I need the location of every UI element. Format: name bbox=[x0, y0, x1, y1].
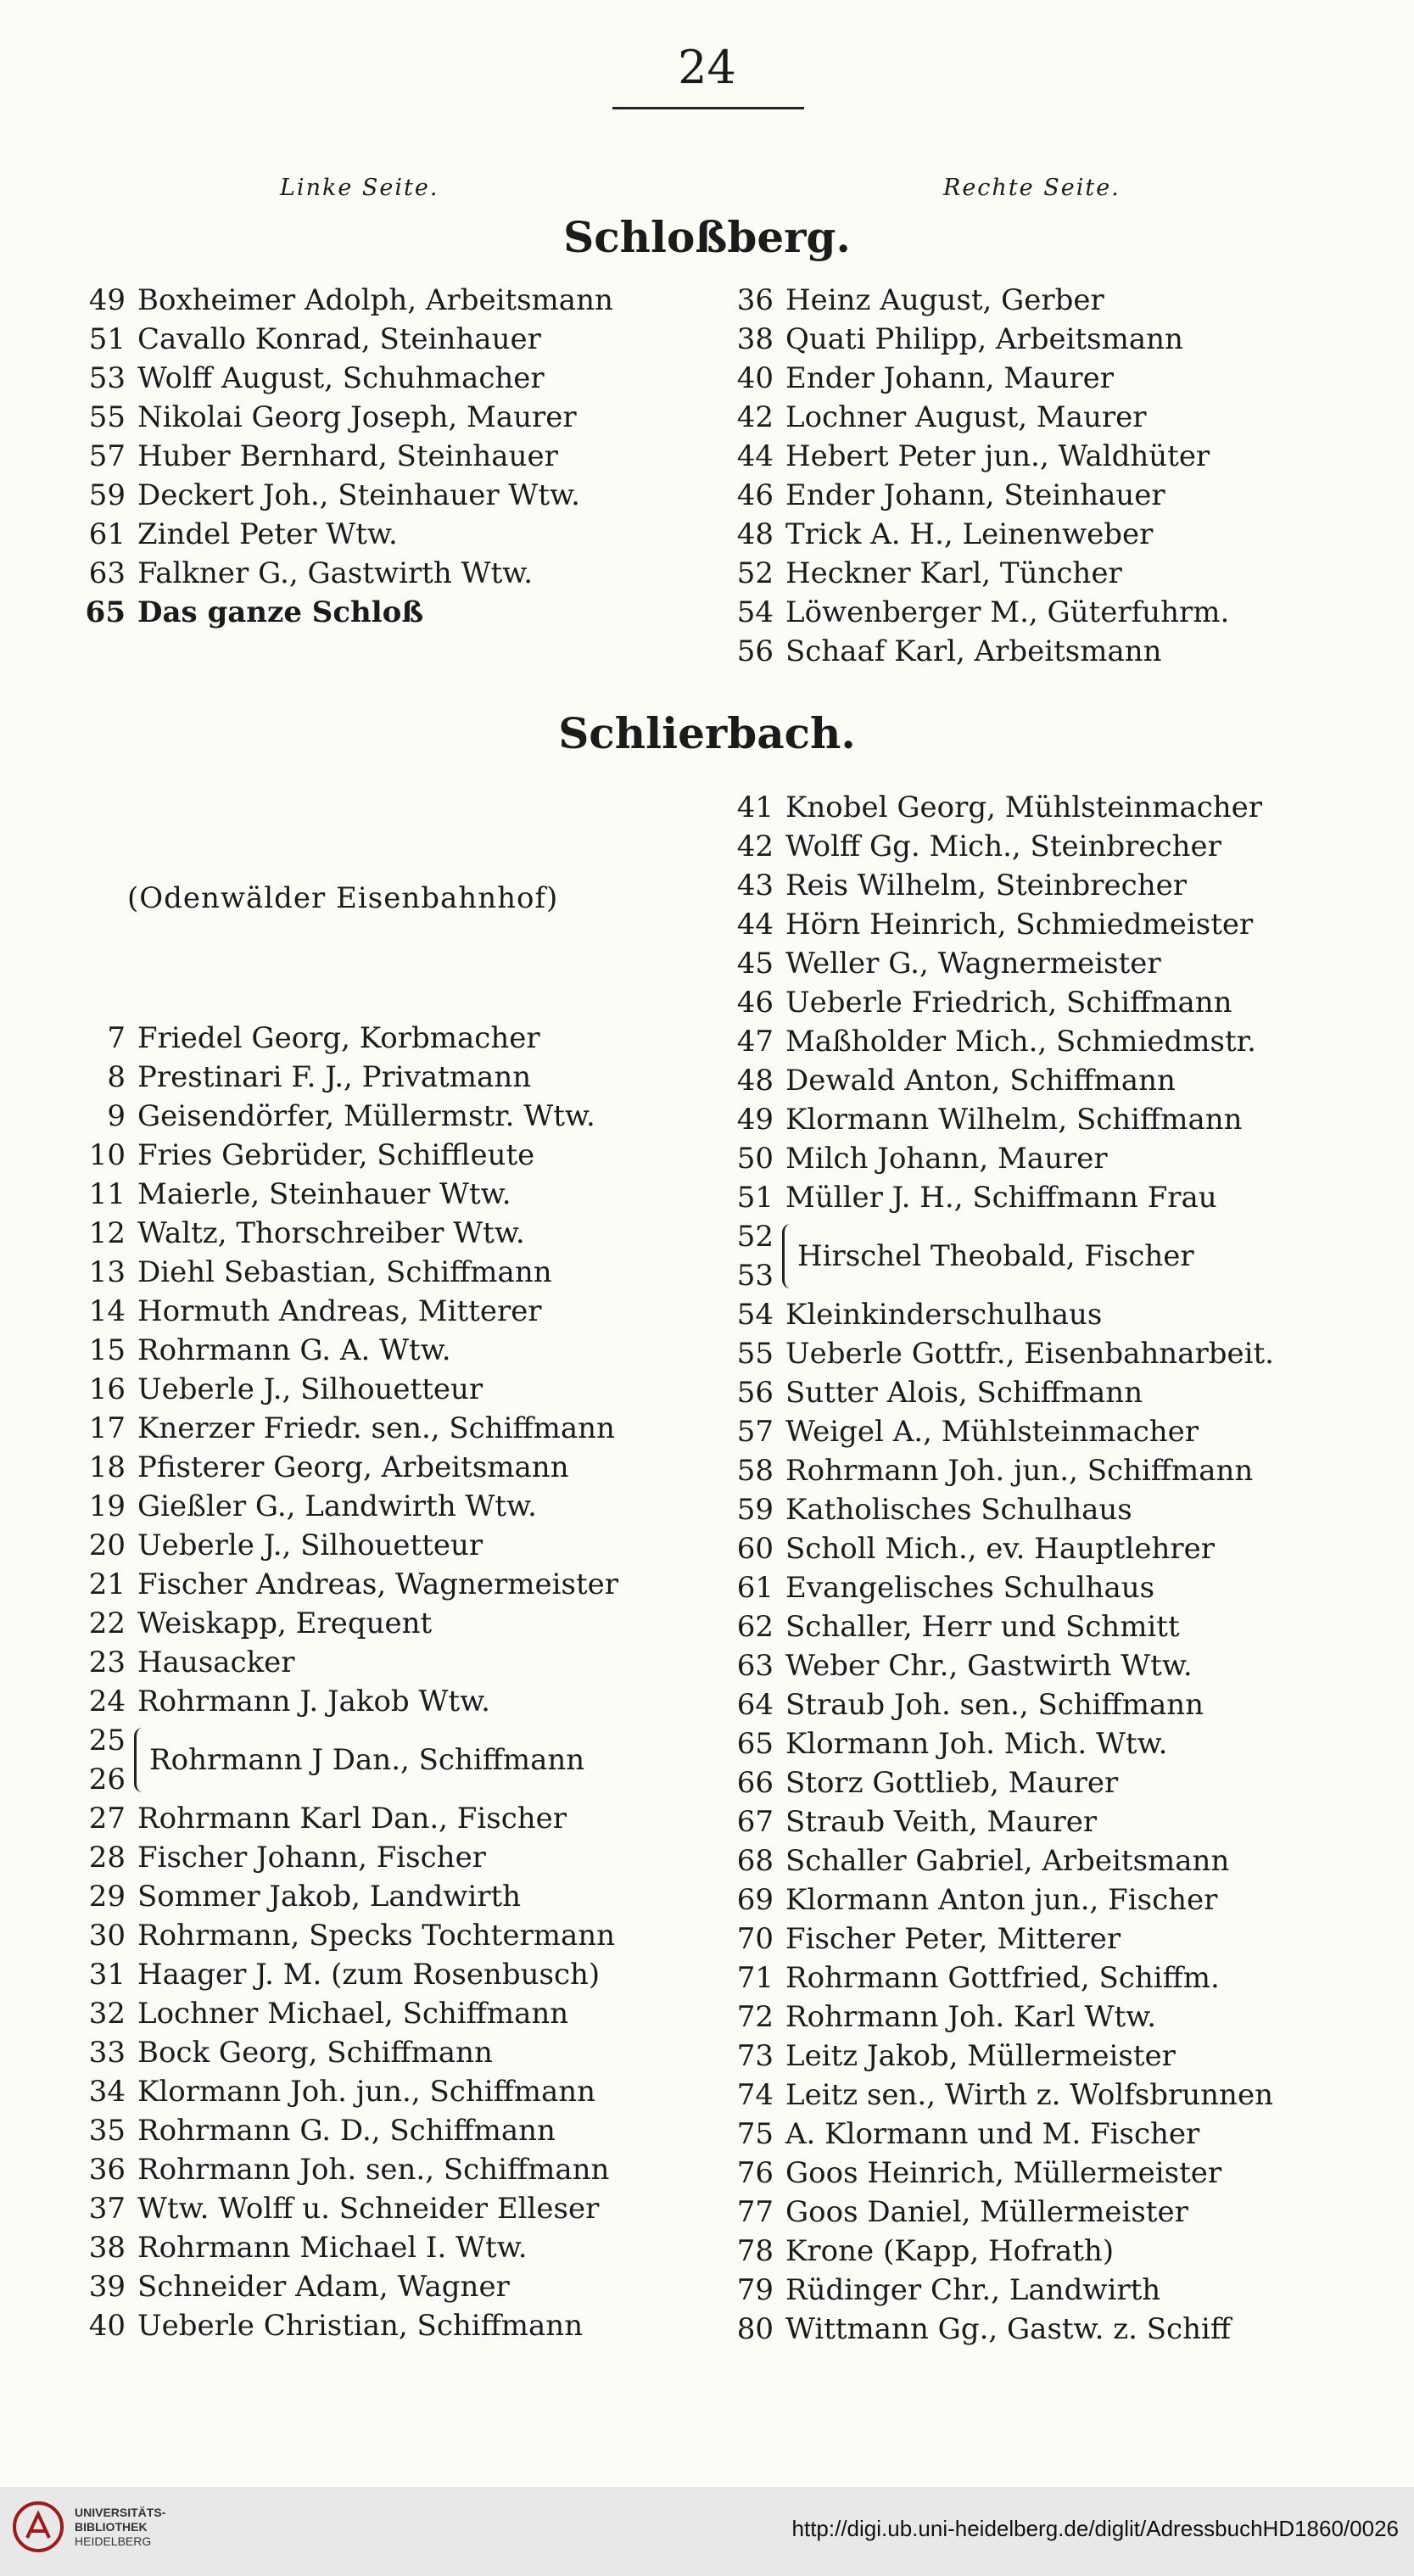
list-item-number: 26 bbox=[88, 1763, 126, 1796]
list-item-text: Straub Joh. sen., Schiffmann bbox=[785, 1688, 1204, 1722]
list-item bbox=[61, 437, 613, 476]
list-item-number: 46 bbox=[736, 478, 774, 512]
library-name-line: BIBLIOTHEK bbox=[75, 2520, 148, 2534]
list-item-number: 38 bbox=[88, 2231, 126, 2265]
list-item-text: Wolff August, Schuhmacher bbox=[137, 361, 545, 395]
list-item-text: Rohrmann Michael I. Wtw. bbox=[137, 2231, 528, 2265]
list-item-number: 68 bbox=[736, 1844, 774, 1878]
list-item-number: 28 bbox=[88, 1841, 126, 1875]
list-item-text: Weiskapp, Erequent bbox=[137, 1607, 433, 1640]
list-item bbox=[61, 2267, 615, 2306]
list-item bbox=[61, 2189, 615, 2228]
list-item-text: Rohrmann Joh. Karl Wtw. bbox=[785, 2000, 1157, 2034]
list-item-number: 59 bbox=[88, 478, 126, 512]
list-item-number: 13 bbox=[88, 1255, 126, 1289]
list-item-text: Weller G., Wagnermeister bbox=[785, 947, 1161, 981]
list-item-number: 42 bbox=[736, 400, 774, 434]
list-item-text: Dewald Anton, Schiffmann bbox=[785, 1064, 1176, 1098]
list-item bbox=[61, 1838, 615, 1877]
list-item-number: 54 bbox=[736, 1298, 774, 1332]
list-item-number: 63 bbox=[736, 1649, 774, 1683]
list-item-text: Rohrmann Joh. sen., Schiffmann bbox=[137, 2153, 610, 2187]
list-item-number: 19 bbox=[88, 1489, 126, 1523]
list-item-number: 30 bbox=[88, 1919, 126, 1953]
list-item-text: Ueberle Gottfr., Eisenbahnarbeit. bbox=[785, 1337, 1274, 1371]
list-item-text: Ender Johann, Maurer bbox=[785, 361, 1114, 395]
list-item-text: Geisendörfer, Müllermstr. Wtw. bbox=[137, 1099, 595, 1133]
list-item-text: Schneider Adam, Wagner bbox=[137, 2270, 510, 2304]
right-column-heading: Rechte Seite. bbox=[943, 175, 1121, 201]
list-item-text: Fischer Johann, Fischer bbox=[137, 1841, 486, 1875]
list-item-text: Weber Chr., Gastwirth Wtw. bbox=[785, 1649, 1193, 1683]
list-item-text: Scholl Mich., ev. Hauptlehrer bbox=[785, 1532, 1215, 1566]
list-item-number: 57 bbox=[88, 439, 126, 473]
library-name-line: UNIVERSITÄTS- bbox=[75, 2506, 166, 2519]
list-item bbox=[709, 437, 1229, 476]
library-name bbox=[75, 2506, 165, 2549]
list-item bbox=[61, 2228, 615, 2267]
list-item-number: 62 bbox=[736, 1610, 774, 1644]
list-item-number: 44 bbox=[736, 439, 774, 473]
list-item-text: Nikolai Georg Joseph, Maurer bbox=[137, 400, 577, 434]
list-item bbox=[709, 1334, 1274, 1373]
list-item-text: Hörn Heinrich, Schmiedmeister bbox=[785, 908, 1254, 942]
list-item bbox=[709, 1178, 1262, 1217]
list-item-text: Schaaf Karl, Arbeitsmann bbox=[785, 634, 1162, 668]
list-item bbox=[61, 1097, 618, 1136]
list-item-number: 76 bbox=[736, 2156, 774, 2190]
list-item-number: 51 bbox=[736, 1181, 774, 1215]
list-item-text: Katholisches Schulhaus bbox=[785, 1493, 1132, 1527]
list-item-number: 45 bbox=[736, 947, 774, 981]
list-item-number: 54 bbox=[736, 595, 774, 629]
list-item-number: 51 bbox=[88, 322, 126, 356]
list-item-number: 37 bbox=[88, 2192, 126, 2226]
list-item-text: Boxheimer Adolph, Arbeitsmann bbox=[137, 283, 613, 317]
list-item-number: 52 bbox=[736, 556, 774, 590]
list-item bbox=[709, 1568, 1274, 1607]
list-item bbox=[61, 2306, 615, 2345]
list-item-number: 47 bbox=[736, 1025, 774, 1059]
list-item-text: Bock Georg, Schiffmann bbox=[137, 2036, 493, 2070]
list-item bbox=[709, 320, 1229, 359]
list-item bbox=[709, 593, 1229, 632]
list-item-number: 74 bbox=[736, 2078, 774, 2112]
list-item-number: 15 bbox=[88, 1333, 126, 1367]
list-item-number: 59 bbox=[736, 1493, 774, 1527]
list-item bbox=[709, 866, 1262, 905]
list-item bbox=[61, 1916, 615, 1955]
list-item bbox=[709, 1295, 1274, 1334]
list-item bbox=[709, 515, 1229, 554]
list-item-text: Lochner August, Maurer bbox=[785, 400, 1147, 434]
list-item bbox=[709, 1100, 1262, 1139]
list-item-number: 23 bbox=[88, 1646, 126, 1679]
list-item bbox=[61, 1331, 618, 1370]
list-item-number: 77 bbox=[736, 2195, 774, 2229]
list-item-text: Ueberle J., Silhouetteur bbox=[137, 1528, 483, 1562]
list-item bbox=[709, 1490, 1274, 1529]
footer-bar bbox=[0, 2487, 1414, 2576]
schlierbach-left-tail-list bbox=[61, 1799, 615, 2345]
list-item-number: 24 bbox=[88, 1685, 126, 1718]
list-item bbox=[61, 1877, 615, 1916]
list-item bbox=[709, 281, 1229, 320]
list-item bbox=[709, 2115, 1274, 2154]
list-item-text: Goos Heinrich, Müllermeister bbox=[785, 2156, 1222, 2190]
list-item-number: 7 bbox=[107, 1021, 126, 1055]
list-item-text: Gießler G., Landwirth Wtw. bbox=[137, 1489, 537, 1523]
list-item bbox=[61, 1487, 618, 1526]
list-item-number: 53 bbox=[88, 361, 126, 395]
list-item bbox=[709, 1763, 1274, 1802]
list-item-number: 57 bbox=[736, 1415, 774, 1449]
list-item bbox=[61, 1136, 618, 1175]
list-item-text: Hausacker bbox=[137, 1646, 295, 1679]
list-item-text: Ueberle Friedrich, Schiffmann bbox=[785, 986, 1232, 1020]
source-url-link[interactable]: http://digi.ub.uni-heidelberg.de/diglit/AdressbuchHD1860/0026 bbox=[791, 2516, 1399, 2541]
list-item-number: 49 bbox=[736, 1103, 774, 1137]
list-item-number: 36 bbox=[736, 283, 774, 317]
list-item bbox=[61, 2150, 615, 2189]
list-item-text: Storz Gottlieb, Maurer bbox=[785, 1766, 1119, 1800]
list-item-number: 9 bbox=[107, 1099, 126, 1133]
list-item-text: Klormann Joh. jun., Schiffmann bbox=[137, 2075, 596, 2109]
list-item bbox=[61, 320, 613, 359]
list-item-number: 78 bbox=[736, 2234, 774, 2268]
list-item-text: Leitz Jakob, Müllermeister bbox=[785, 2039, 1176, 2073]
list-item-number: 40 bbox=[736, 361, 774, 395]
list-item-number: 17 bbox=[88, 1411, 126, 1445]
list-item bbox=[709, 1607, 1274, 1646]
list-item bbox=[709, 2271, 1274, 2310]
list-item-number: 33 bbox=[88, 2036, 126, 2070]
list-item-text: Knobel Georg, Mühlsteinmacher bbox=[785, 791, 1263, 824]
list-item-number: 25 bbox=[88, 1724, 126, 1757]
list-item-text: Hormuth Andreas, Mitterer bbox=[137, 1294, 542, 1328]
list-item-text: Fischer Andreas, Wagnermeister bbox=[137, 1567, 618, 1601]
list-item-number: 52 bbox=[736, 1220, 774, 1254]
list-item-number: 48 bbox=[736, 1064, 774, 1098]
list-item bbox=[709, 2154, 1274, 2193]
list-item-number: 44 bbox=[736, 908, 774, 942]
list-item bbox=[709, 1724, 1274, 1763]
list-item bbox=[709, 944, 1262, 983]
list-item bbox=[709, 1802, 1274, 1841]
list-item-text: Rohrmann G. D., Schiffmann bbox=[137, 2114, 556, 2148]
schlossberg-right-list bbox=[709, 281, 1229, 671]
list-item bbox=[709, 1998, 1274, 2037]
list-item-text: Heckner Karl, Tüncher bbox=[785, 556, 1122, 590]
list-item bbox=[61, 2033, 615, 2072]
list-item-text: Knerzer Friedr. sen., Schiffmann bbox=[137, 1411, 615, 1445]
list-item-number: 58 bbox=[736, 1454, 774, 1488]
list-item-text: Sutter Alois, Schiffmann bbox=[785, 1376, 1143, 1410]
list-item bbox=[709, 905, 1262, 944]
list-item-text: Das ganze Schloß bbox=[137, 595, 424, 629]
list-item bbox=[61, 1565, 618, 1604]
list-item-number: 40 bbox=[88, 2309, 126, 2343]
list-item bbox=[61, 1448, 618, 1487]
list-item-number: 38 bbox=[736, 322, 774, 356]
list-item-number: 8 bbox=[107, 1060, 126, 1094]
list-item-text: Evangelisches Schulhaus bbox=[785, 1571, 1155, 1605]
list-item-number: 56 bbox=[736, 1376, 774, 1410]
list-item bbox=[709, 476, 1229, 515]
list-item-text: Reis Wilhelm, Steinbrecher bbox=[785, 869, 1187, 902]
list-item-number: 71 bbox=[736, 1961, 774, 1995]
list-item-number: 35 bbox=[88, 2114, 126, 2148]
schlossberg-left-list bbox=[61, 281, 613, 632]
list-item-text: Schaller Gabriel, Arbeitsmann bbox=[785, 1844, 1230, 1878]
list-item bbox=[61, 1994, 615, 2033]
list-item-text: Maßholder Mich., Schmiedmstr. bbox=[785, 1025, 1256, 1059]
list-item-text: Schaller, Herr und Schmitt bbox=[785, 1610, 1180, 1644]
university-seal-icon bbox=[12, 2501, 64, 2553]
list-item bbox=[709, 554, 1229, 593]
list-item bbox=[709, 1646, 1274, 1685]
list-item-number: 80 bbox=[736, 2312, 774, 2346]
list-item bbox=[709, 1959, 1274, 1998]
list-item-text: Müller J. H., Schiffmann Frau bbox=[785, 1181, 1217, 1215]
library-name-line: HEIDELBERG bbox=[75, 2534, 152, 2548]
list-item-number: 14 bbox=[88, 1294, 126, 1328]
list-item bbox=[709, 1139, 1262, 1178]
list-item bbox=[61, 398, 613, 437]
list-item bbox=[61, 476, 613, 515]
list-item-number: 10 bbox=[88, 1138, 126, 1172]
list-item bbox=[61, 359, 613, 398]
list-item bbox=[61, 1370, 618, 1409]
list-item-text: Hebert Peter jun., Waldhüter bbox=[785, 439, 1210, 473]
list-item-text: Friedel Georg, Korbmacher bbox=[137, 1021, 540, 1055]
list-item-text: Klormann Anton jun., Fischer bbox=[785, 1883, 1218, 1917]
list-item bbox=[709, 1061, 1262, 1100]
station-label: (Odenwälder Eisenbahnhof) bbox=[127, 881, 559, 915]
list-item-text: Löwenberger M., Güterfuhrm. bbox=[785, 595, 1230, 629]
list-item bbox=[709, 398, 1229, 437]
list-item-text: Wtw. Wolff u. Schneider Elleser bbox=[137, 2192, 600, 2226]
schlierbach-left-list bbox=[61, 1019, 618, 1721]
list-item-text: Falkner G., Gastwirth Wtw. bbox=[137, 556, 534, 590]
list-item-text: Ender Johann, Steinhauer bbox=[785, 478, 1165, 512]
list-item-number: 63 bbox=[88, 556, 126, 590]
list-item-text: Waltz, Thorschreiber Wtw. bbox=[137, 1216, 525, 1250]
list-item-text: Maierle, Steinhauer Wtw. bbox=[137, 1177, 511, 1211]
list-item-number: 61 bbox=[736, 1571, 774, 1605]
list-item-text: Ueberle Christian, Schiffmann bbox=[137, 2309, 584, 2343]
list-item-number: 66 bbox=[736, 1766, 774, 1800]
list-item-number: 18 bbox=[88, 1450, 126, 1484]
list-item bbox=[709, 1373, 1274, 1412]
list-item-number: 69 bbox=[736, 1883, 774, 1917]
page-number-rule bbox=[612, 107, 804, 109]
list-item bbox=[709, 1022, 1262, 1061]
list-item-number: 29 bbox=[88, 1880, 126, 1914]
list-item-number: 11 bbox=[88, 1177, 126, 1211]
list-item-number: 65 bbox=[85, 595, 126, 629]
page-number: 24 bbox=[678, 41, 736, 94]
list-item bbox=[709, 1451, 1274, 1490]
list-item bbox=[61, 1682, 618, 1721]
list-item bbox=[709, 1841, 1274, 1880]
list-item-number: 12 bbox=[88, 1216, 126, 1250]
list-item-text: A. Klormann und M. Fischer bbox=[785, 2117, 1200, 2151]
list-item-text: Trick A. H., Leinenweber bbox=[785, 517, 1154, 551]
list-item bbox=[709, 2310, 1274, 2349]
list-item-text: Wolff Gg. Mich., Steinbrecher bbox=[785, 830, 1221, 863]
list-item-text: Hirschel Theobald, Fischer bbox=[797, 1239, 1194, 1273]
schlierbach-right-tail-list bbox=[709, 1295, 1274, 2349]
list-item-number: 32 bbox=[88, 1997, 126, 2031]
list-item-text: Rohrmann Gottfried, Schiffm. bbox=[785, 1961, 1220, 1995]
list-item-text: Rohrmann G. A. Wtw. bbox=[137, 1333, 451, 1367]
list-item bbox=[61, 1019, 618, 1058]
list-item-number: 46 bbox=[736, 986, 774, 1020]
left-column-heading: Linke Seite. bbox=[280, 175, 439, 201]
list-item-number: 67 bbox=[736, 1805, 774, 1839]
list-item-text: Milch Johann, Maurer bbox=[785, 1142, 1108, 1176]
list-item bbox=[709, 2037, 1274, 2076]
list-item bbox=[61, 593, 613, 632]
schlierbach-right-list bbox=[709, 788, 1262, 1217]
section-title-schlierbach: Schlierbach. bbox=[558, 708, 856, 758]
list-item bbox=[61, 1643, 618, 1682]
list-item-number: 53 bbox=[736, 1259, 774, 1293]
list-item bbox=[709, 359, 1229, 398]
list-item-text: Rohrmann Karl Dan., Fischer bbox=[137, 1802, 567, 1836]
list-item bbox=[61, 1292, 618, 1331]
list-item bbox=[709, 1412, 1274, 1451]
list-item bbox=[61, 1214, 618, 1253]
list-item-number: 22 bbox=[88, 1607, 126, 1640]
list-item-text: Rohrmann Joh. jun., Schiffmann bbox=[785, 1454, 1254, 1488]
list-item-text: Rohrmann J Dan., Schiffmann bbox=[149, 1743, 585, 1777]
list-item-number: 75 bbox=[736, 2117, 774, 2151]
list-item-text: Haager J. M. (zum Rosenbusch) bbox=[137, 1958, 601, 1992]
list-item bbox=[709, 1919, 1274, 1959]
list-item bbox=[61, 1604, 618, 1643]
list-item-text: Leitz sen., Wirth z. Wolfsbrunnen bbox=[785, 2078, 1273, 2112]
list-item bbox=[61, 1253, 618, 1292]
list-item-text: Quati Philipp, Arbeitsmann bbox=[785, 322, 1183, 356]
list-item bbox=[61, 2072, 615, 2111]
list-item bbox=[61, 1526, 618, 1565]
list-item-text: Krone (Kapp, Hofrath) bbox=[785, 2234, 1115, 2268]
list-item-text: Wittmann Gg., Gastw. z. Schiff bbox=[785, 2312, 1232, 2346]
list-item bbox=[709, 1685, 1274, 1724]
list-item bbox=[61, 1409, 618, 1448]
list-item bbox=[709, 2232, 1274, 2271]
list-item-number: 34 bbox=[88, 2075, 126, 2109]
list-item-text: Fischer Peter, Mitterer bbox=[785, 1922, 1121, 1956]
list-item bbox=[709, 2193, 1274, 2232]
list-item bbox=[709, 983, 1262, 1022]
list-item-text: Weigel A., Mühlsteinmacher bbox=[785, 1415, 1199, 1449]
list-item-number: 72 bbox=[736, 2000, 774, 2034]
right-brace-numbers bbox=[709, 1217, 774, 1295]
list-item bbox=[709, 788, 1262, 827]
list-item-number: 61 bbox=[88, 517, 126, 551]
list-item-number: 41 bbox=[736, 791, 774, 824]
list-item-text: Fries Gebrüder, Schiffleute bbox=[137, 1138, 535, 1172]
list-item-number: 65 bbox=[736, 1727, 774, 1761]
list-item-text: Ueberle J., Silhouetteur bbox=[137, 1372, 483, 1406]
list-item-number: 36 bbox=[88, 2153, 126, 2187]
list-item-number: 42 bbox=[736, 830, 774, 863]
list-item bbox=[709, 1529, 1274, 1568]
list-item bbox=[709, 2076, 1274, 2115]
list-item-number: 55 bbox=[736, 1337, 774, 1371]
list-item bbox=[61, 281, 613, 320]
list-item-number: 79 bbox=[736, 2273, 774, 2307]
list-item-text: Cavallo Konrad, Steinhauer bbox=[137, 322, 541, 356]
list-item-text: Heinz August, Gerber bbox=[785, 283, 1104, 317]
list-item-text: Diehl Sebastian, Schiffmann bbox=[137, 1255, 552, 1289]
list-item-number: 48 bbox=[736, 517, 774, 551]
list-item bbox=[709, 1880, 1274, 1919]
list-item-number: 73 bbox=[736, 2039, 774, 2073]
list-item bbox=[61, 554, 613, 593]
section-title-schlossberg: Schloßberg. bbox=[563, 212, 851, 262]
curly-brace-icon bbox=[782, 1224, 795, 1288]
list-item-text: Sommer Jakob, Landwirth bbox=[137, 1880, 522, 1914]
list-item bbox=[61, 515, 613, 554]
left-brace-numbers bbox=[61, 1721, 126, 1799]
list-item-number: 55 bbox=[88, 400, 126, 434]
list-item-text: Goos Daniel, Müllermeister bbox=[785, 2195, 1188, 2229]
list-item-text: Prestinari F. J., Privatmann bbox=[137, 1060, 532, 1094]
list-item-number: 21 bbox=[88, 1567, 126, 1601]
list-item-number: 27 bbox=[88, 1802, 126, 1836]
list-item-text: Zindel Peter Wtw. bbox=[137, 517, 398, 551]
list-item-text: Klormann Joh. Mich. Wtw. bbox=[785, 1727, 1168, 1761]
list-item-text: Rohrmann J. Jakob Wtw. bbox=[137, 1685, 490, 1718]
list-item-text: Kleinkinderschulhaus bbox=[785, 1298, 1103, 1332]
list-item-number: 56 bbox=[736, 634, 774, 668]
list-item-number: 64 bbox=[736, 1688, 774, 1722]
list-item-text: Rüdinger Chr., Landwirth bbox=[785, 2273, 1161, 2307]
list-item-number: 49 bbox=[88, 283, 126, 317]
list-item bbox=[709, 632, 1229, 671]
list-item-number: 20 bbox=[88, 1528, 126, 1562]
list-item bbox=[61, 1955, 615, 1994]
curly-brace-icon bbox=[134, 1728, 147, 1792]
list-item-text: Deckert Joh., Steinhauer Wtw. bbox=[137, 478, 580, 512]
list-item bbox=[61, 1175, 618, 1214]
list-item-number: 16 bbox=[88, 1372, 126, 1406]
list-item-number: 50 bbox=[736, 1142, 774, 1176]
list-item-text: Lochner Michael, Schiffmann bbox=[137, 1997, 569, 2031]
list-item-number: 31 bbox=[88, 1958, 126, 1992]
list-item bbox=[61, 2111, 615, 2150]
list-item-text: Straub Veith, Maurer bbox=[785, 1805, 1098, 1839]
list-item-text: Pfisterer Georg, Arbeitsmann bbox=[137, 1450, 569, 1484]
list-item-text: Huber Bernhard, Steinhauer bbox=[137, 439, 558, 473]
list-item-number: 43 bbox=[736, 869, 774, 902]
list-item-number: 70 bbox=[736, 1922, 774, 1956]
list-item bbox=[61, 1058, 618, 1097]
list-item bbox=[709, 827, 1262, 866]
list-item-text: Rohrmann, Specks Tochtermann bbox=[137, 1919, 616, 1953]
list-item-text: Klormann Wilhelm, Schiffmann bbox=[785, 1103, 1243, 1137]
list-item bbox=[61, 1799, 615, 1838]
list-item-number: 60 bbox=[736, 1532, 774, 1566]
list-item-number: 39 bbox=[88, 2270, 126, 2304]
